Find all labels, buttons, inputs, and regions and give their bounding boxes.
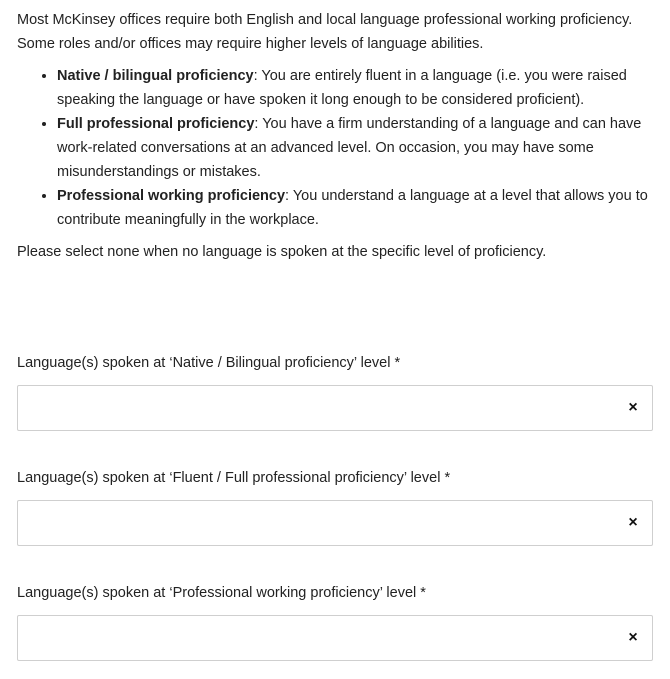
list-item xyxy=(57,64,657,112)
intro-line-2: Some roles and/or offices may require higher levels of language abilities. xyxy=(17,36,484,52)
native-language-field xyxy=(17,353,653,431)
native-language-input[interactable] xyxy=(26,392,612,424)
intro-line-1: Most McKinsey offices require both English and local language professional working proficiency. xyxy=(17,12,633,28)
language-info-section xyxy=(17,8,657,264)
full-professional-language-label: Language(s) spoken at ‘Fluent / Full professional proficiency’ level * xyxy=(17,470,451,486)
intro-text xyxy=(17,8,657,56)
list-item xyxy=(57,184,657,232)
full-professional-language-input[interactable] xyxy=(26,507,612,539)
selection-note: Please select none when no language is spoken at the specific level of proficiency. xyxy=(17,244,547,260)
level-term: Professional working proficiency xyxy=(57,188,286,204)
level-term: Native / bilingual proficiency xyxy=(57,68,254,84)
level-description: : You understand a language at a level that allows you to contribute meaningfully in the workplace. xyxy=(57,188,648,228)
native-language-label: Language(s) spoken at ‘Native / Bilingual proficiency’ level * xyxy=(17,355,401,371)
professional-working-language-field xyxy=(17,583,653,661)
full-professional-language-field xyxy=(17,468,653,546)
professional-working-language-select[interactable] xyxy=(17,615,653,661)
close-icon[interactable]: × xyxy=(628,399,638,416)
professional-working-language-input[interactable] xyxy=(26,622,612,654)
native-language-select[interactable] xyxy=(17,385,653,431)
level-term: Full professional proficiency xyxy=(57,116,255,132)
professional-working-language-label: Language(s) spoken at ‘Professional working proficiency’ level * xyxy=(17,585,426,601)
level-description: : You have a firm understanding of a language and can have work-related conversations at an advanced level. On occasion, you may have some misunderstandings or mistakes. xyxy=(57,116,642,180)
list-item xyxy=(57,112,657,184)
level-description: : You are entirely fluent in a language (i.e. you were raised speaking the language or have spoken it long enough to be considered proficient). xyxy=(57,68,627,108)
close-icon[interactable]: × xyxy=(628,514,638,531)
close-icon[interactable]: × xyxy=(628,629,638,646)
full-professional-language-select[interactable] xyxy=(17,500,653,546)
proficiency-levels-list xyxy=(17,64,657,232)
